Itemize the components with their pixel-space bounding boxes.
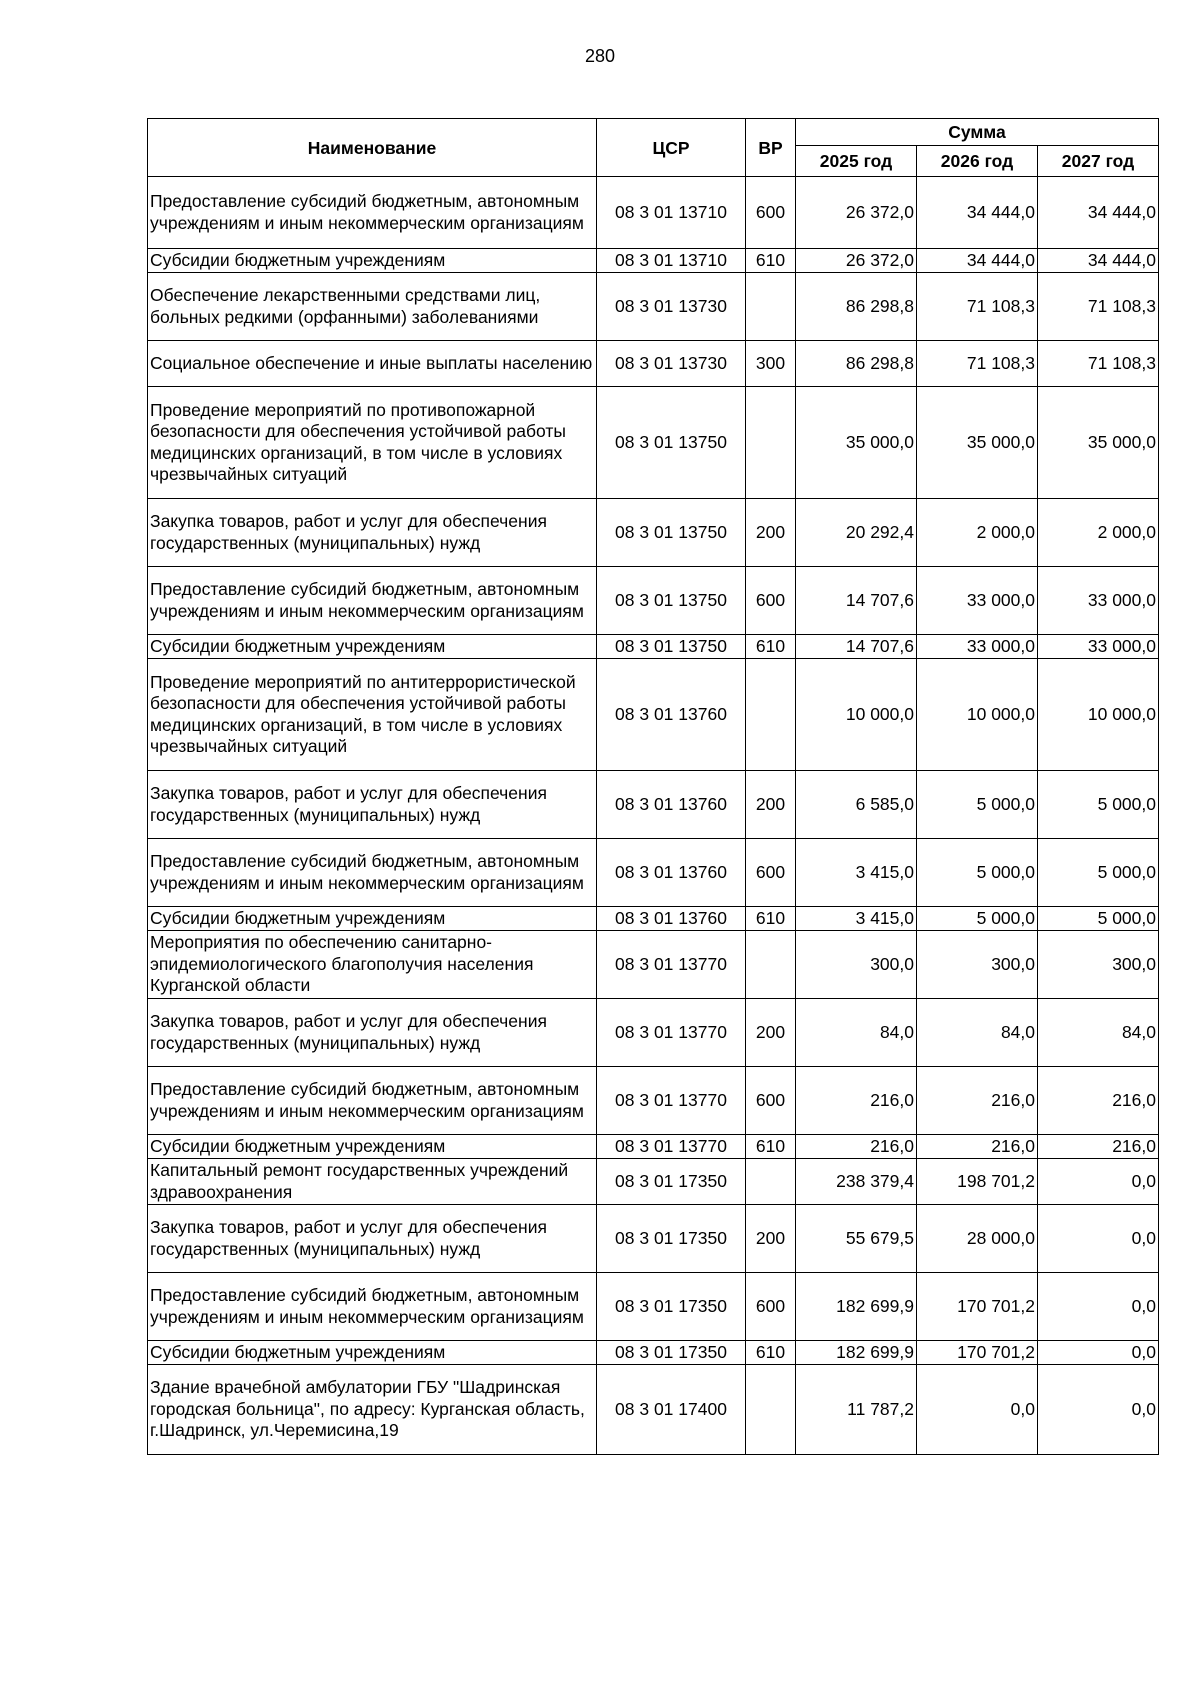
cell-sum-2027: 2 000,0 bbox=[1038, 499, 1159, 567]
cell-csr: 08 3 01 13750 bbox=[597, 635, 746, 659]
cell-sum-2025: 182 699,9 bbox=[796, 1341, 917, 1365]
cell-name: Обеспечение лекарственными средствами лиц, больных редкими (орфанными) заболеваниями bbox=[148, 273, 597, 341]
cell-vr: 200 bbox=[746, 771, 796, 839]
cell-sum-2025: 300,0 bbox=[796, 931, 917, 999]
table-row bbox=[148, 1067, 1159, 1135]
cell-sum-2026: 5 000,0 bbox=[917, 771, 1038, 839]
cell-vr: 200 bbox=[746, 499, 796, 567]
cell-sum-2027: 216,0 bbox=[1038, 1067, 1159, 1135]
cell-name: Субсидии бюджетным учреждениям bbox=[148, 907, 597, 931]
cell-name: Субсидии бюджетным учреждениям bbox=[148, 249, 597, 273]
cell-vr: 610 bbox=[746, 907, 796, 931]
cell-csr: 08 3 01 17350 bbox=[597, 1159, 746, 1205]
cell-sum-2026: 71 108,3 bbox=[917, 273, 1038, 341]
table-row bbox=[148, 1135, 1159, 1159]
cell-sum-2026: 5 000,0 bbox=[917, 907, 1038, 931]
cell-sum-2026: 5 000,0 bbox=[917, 839, 1038, 907]
header-vr: ВР bbox=[746, 119, 796, 177]
cell-sum-2026: 2 000,0 bbox=[917, 499, 1038, 567]
cell-sum-2027: 33 000,0 bbox=[1038, 635, 1159, 659]
cell-vr: 610 bbox=[746, 1341, 796, 1365]
table-row bbox=[148, 999, 1159, 1067]
table-row bbox=[148, 387, 1159, 499]
budget-table bbox=[147, 118, 1159, 1455]
table-row bbox=[148, 1273, 1159, 1341]
cell-sum-2025: 20 292,4 bbox=[796, 499, 917, 567]
cell-csr: 08 3 01 13770 bbox=[597, 931, 746, 999]
table-row bbox=[148, 1205, 1159, 1273]
cell-sum-2026: 34 444,0 bbox=[917, 177, 1038, 249]
cell-sum-2026: 170 701,2 bbox=[917, 1341, 1038, 1365]
table-row bbox=[148, 839, 1159, 907]
cell-sum-2027: 34 444,0 bbox=[1038, 249, 1159, 273]
cell-name: Субсидии бюджетным учреждениям bbox=[148, 635, 597, 659]
cell-vr: 600 bbox=[746, 567, 796, 635]
cell-sum-2025: 26 372,0 bbox=[796, 249, 917, 273]
cell-sum-2026: 300,0 bbox=[917, 931, 1038, 999]
cell-csr: 08 3 01 13760 bbox=[597, 659, 746, 771]
cell-sum-2026: 10 000,0 bbox=[917, 659, 1038, 771]
cell-name: Предоставление субсидий бюджетным, автономным учреждениям и иным некоммерческим организациям bbox=[148, 1067, 597, 1135]
table-row bbox=[148, 635, 1159, 659]
cell-sum-2025: 86 298,8 bbox=[796, 341, 917, 387]
cell-sum-2027: 216,0 bbox=[1038, 1135, 1159, 1159]
table-row bbox=[148, 567, 1159, 635]
cell-csr: 08 3 01 13730 bbox=[597, 273, 746, 341]
table-header bbox=[148, 119, 1159, 177]
cell-sum-2027: 10 000,0 bbox=[1038, 659, 1159, 771]
cell-name: Проведение мероприятий по противопожарной безопасности для обеспечения устойчивой работы медицинских организаций, в том числе в условиях чрезвычайных ситуаций bbox=[148, 387, 597, 499]
cell-sum-2025: 55 679,5 bbox=[796, 1205, 917, 1273]
cell-vr: 600 bbox=[746, 839, 796, 907]
cell-sum-2025: 14 707,6 bbox=[796, 567, 917, 635]
cell-csr: 08 3 01 13770 bbox=[597, 1135, 746, 1159]
cell-sum-2027: 71 108,3 bbox=[1038, 341, 1159, 387]
cell-sum-2027: 0,0 bbox=[1038, 1341, 1159, 1365]
cell-name: Социальное обеспечение и иные выплаты населению bbox=[148, 341, 597, 387]
cell-name: Закупка товаров, работ и услуг для обеспечения государственных (муниципальных) нужд bbox=[148, 499, 597, 567]
table-row bbox=[148, 907, 1159, 931]
cell-sum-2025: 6 585,0 bbox=[796, 771, 917, 839]
cell-sum-2025: 10 000,0 bbox=[796, 659, 917, 771]
table-row bbox=[148, 1365, 1159, 1455]
cell-sum-2026: 84,0 bbox=[917, 999, 1038, 1067]
cell-vr: 600 bbox=[746, 1273, 796, 1341]
cell-csr: 08 3 01 13750 bbox=[597, 499, 746, 567]
cell-csr: 08 3 01 13710 bbox=[597, 177, 746, 249]
header-year-2027: 2027 год bbox=[1038, 146, 1159, 177]
cell-sum-2025: 182 699,9 bbox=[796, 1273, 917, 1341]
cell-sum-2026: 170 701,2 bbox=[917, 1273, 1038, 1341]
table-row bbox=[148, 273, 1159, 341]
cell-sum-2027: 0,0 bbox=[1038, 1205, 1159, 1273]
cell-sum-2026: 198 701,2 bbox=[917, 1159, 1038, 1205]
cell-name: Закупка товаров, работ и услуг для обеспечения государственных (муниципальных) нужд bbox=[148, 771, 597, 839]
cell-sum-2026: 33 000,0 bbox=[917, 567, 1038, 635]
cell-sum-2027: 71 108,3 bbox=[1038, 273, 1159, 341]
cell-sum-2027: 35 000,0 bbox=[1038, 387, 1159, 499]
cell-name: Закупка товаров, работ и услуг для обеспечения государственных (муниципальных) нужд bbox=[148, 999, 597, 1067]
cell-vr: 600 bbox=[746, 1067, 796, 1135]
cell-sum-2025: 238 379,4 bbox=[796, 1159, 917, 1205]
cell-sum-2026: 216,0 bbox=[917, 1067, 1038, 1135]
cell-vr bbox=[746, 659, 796, 771]
cell-sum-2025: 86 298,8 bbox=[796, 273, 917, 341]
cell-sum-2026: 35 000,0 bbox=[917, 387, 1038, 499]
cell-csr: 08 3 01 13750 bbox=[597, 387, 746, 499]
cell-vr: 610 bbox=[746, 249, 796, 273]
header-sum: Сумма bbox=[796, 119, 1159, 146]
cell-sum-2027: 5 000,0 bbox=[1038, 771, 1159, 839]
cell-csr: 08 3 01 17350 bbox=[597, 1341, 746, 1365]
header-name: Наименование bbox=[148, 119, 597, 177]
header-csr: ЦСР bbox=[597, 119, 746, 177]
cell-sum-2025: 84,0 bbox=[796, 999, 917, 1067]
cell-vr: 200 bbox=[746, 999, 796, 1067]
cell-sum-2027: 5 000,0 bbox=[1038, 907, 1159, 931]
cell-sum-2025: 216,0 bbox=[796, 1135, 917, 1159]
table-row bbox=[148, 659, 1159, 771]
page-number: 280 bbox=[584, 46, 616, 66]
cell-sum-2026: 33 000,0 bbox=[917, 635, 1038, 659]
cell-csr: 08 3 01 17350 bbox=[597, 1273, 746, 1341]
cell-sum-2027: 300,0 bbox=[1038, 931, 1159, 999]
table-row bbox=[148, 341, 1159, 387]
cell-sum-2025: 216,0 bbox=[796, 1067, 917, 1135]
cell-csr: 08 3 01 13770 bbox=[597, 1067, 746, 1135]
cell-csr: 08 3 01 13750 bbox=[597, 567, 746, 635]
cell-vr bbox=[746, 273, 796, 341]
cell-name: Предоставление субсидий бюджетным, автономным учреждениям и иным некоммерческим организациям bbox=[148, 839, 597, 907]
header-year-2026: 2026 год bbox=[917, 146, 1038, 177]
cell-sum-2025: 26 372,0 bbox=[796, 177, 917, 249]
cell-name: Субсидии бюджетным учреждениям bbox=[148, 1135, 597, 1159]
cell-sum-2026: 216,0 bbox=[917, 1135, 1038, 1159]
cell-sum-2027: 33 000,0 bbox=[1038, 567, 1159, 635]
header-year-2025: 2025 год bbox=[796, 146, 917, 177]
cell-name: Капитальный ремонт государственных учреждений здравоохранения bbox=[148, 1159, 597, 1205]
cell-name: Здание врачебной амбулатории ГБУ "Шадринская городская больница", по адресу: Курганская область, г.Шадринск, ул.Черемисина,19 bbox=[148, 1365, 597, 1455]
table-row bbox=[148, 931, 1159, 999]
cell-vr bbox=[746, 387, 796, 499]
table-row bbox=[148, 771, 1159, 839]
cell-sum-2026: 0,0 bbox=[917, 1365, 1038, 1455]
cell-vr bbox=[746, 1365, 796, 1455]
cell-sum-2027: 0,0 bbox=[1038, 1159, 1159, 1205]
cell-vr: 600 bbox=[746, 177, 796, 249]
table-row bbox=[148, 499, 1159, 567]
cell-sum-2026: 28 000,0 bbox=[917, 1205, 1038, 1273]
cell-csr: 08 3 01 17350 bbox=[597, 1205, 746, 1273]
cell-name: Проведение мероприятий по антитеррористической безопасности для обеспечения устойчивой работы медицинских организаций, в том числе в условиях чрезвычайных ситуаций bbox=[148, 659, 597, 771]
cell-name: Предоставление субсидий бюджетным, автономным учреждениям и иным некоммерческим организациям bbox=[148, 567, 597, 635]
cell-sum-2027: 34 444,0 bbox=[1038, 177, 1159, 249]
cell-csr: 08 3 01 13710 bbox=[597, 249, 746, 273]
cell-sum-2026: 34 444,0 bbox=[917, 249, 1038, 273]
table-row bbox=[148, 177, 1159, 249]
cell-sum-2025: 3 415,0 bbox=[796, 839, 917, 907]
cell-sum-2025: 14 707,6 bbox=[796, 635, 917, 659]
cell-vr: 300 bbox=[746, 341, 796, 387]
cell-csr: 08 3 01 13760 bbox=[597, 839, 746, 907]
cell-vr: 610 bbox=[746, 635, 796, 659]
cell-csr: 08 3 01 13760 bbox=[597, 771, 746, 839]
cell-vr bbox=[746, 931, 796, 999]
table-row bbox=[148, 249, 1159, 273]
cell-name: Мероприятия по обеспечению санитарно-эпидемиологического благополучия населения Курганской области bbox=[148, 931, 597, 999]
table-row bbox=[148, 1159, 1159, 1205]
cell-vr: 200 bbox=[746, 1205, 796, 1273]
cell-sum-2025: 11 787,2 bbox=[796, 1365, 917, 1455]
cell-sum-2027: 84,0 bbox=[1038, 999, 1159, 1067]
cell-name: Закупка товаров, работ и услуг для обеспечения государственных (муниципальных) нужд bbox=[148, 1205, 597, 1273]
cell-csr: 08 3 01 17400 bbox=[597, 1365, 746, 1455]
cell-name: Предоставление субсидий бюджетным, автономным учреждениям и иным некоммерческим организациям bbox=[148, 177, 597, 249]
table-row bbox=[148, 1341, 1159, 1365]
cell-csr: 08 3 01 13760 bbox=[597, 907, 746, 931]
table-body bbox=[148, 177, 1159, 1455]
cell-sum-2025: 35 000,0 bbox=[796, 387, 917, 499]
cell-sum-2027: 0,0 bbox=[1038, 1273, 1159, 1341]
cell-sum-2027: 0,0 bbox=[1038, 1365, 1159, 1455]
cell-vr bbox=[746, 1159, 796, 1205]
cell-sum-2025: 3 415,0 bbox=[796, 907, 917, 931]
cell-vr: 610 bbox=[746, 1135, 796, 1159]
cell-sum-2027: 5 000,0 bbox=[1038, 839, 1159, 907]
cell-csr: 08 3 01 13770 bbox=[597, 999, 746, 1067]
cell-name: Субсидии бюджетным учреждениям bbox=[148, 1341, 597, 1365]
cell-sum-2026: 71 108,3 bbox=[917, 341, 1038, 387]
cell-csr: 08 3 01 13730 bbox=[597, 341, 746, 387]
cell-name: Предоставление субсидий бюджетным, автономным учреждениям и иным некоммерческим организациям bbox=[148, 1273, 597, 1341]
